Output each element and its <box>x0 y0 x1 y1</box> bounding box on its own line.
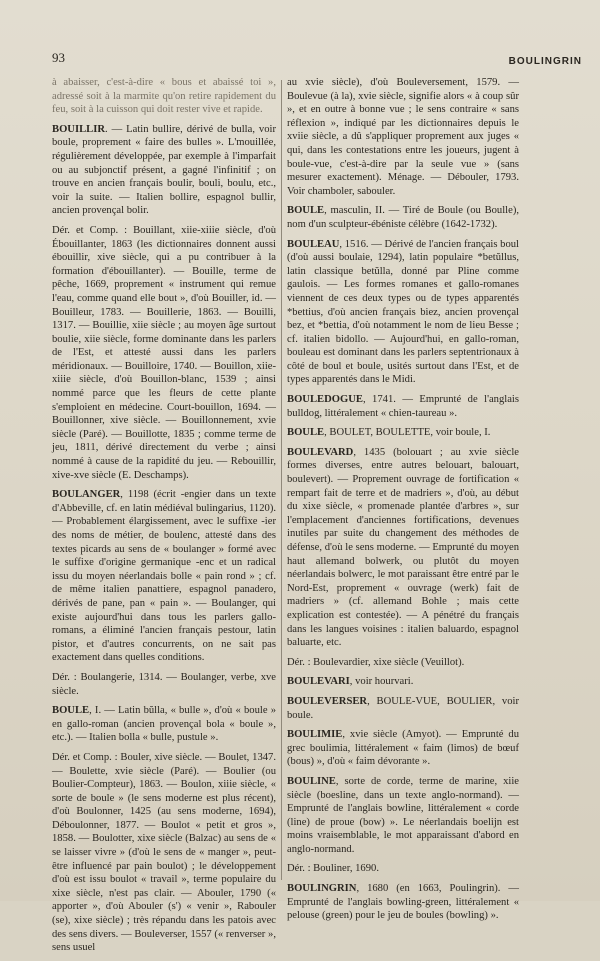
headword: BOULINE <box>287 775 336 787</box>
entry-paragraph: Dér. : Boulevardier, xixe siècle (Veuillot). <box>287 656 465 668</box>
entry-boulimie: BOULIMIE, xvie siècle (Amyot). — Emprunté du grec boulimia, littéralement « faim (limos) de bœuf (bous) », d'où « faim dévorante ». <box>287 729 519 768</box>
entry-bouledogue: BOULEDOGUE, 1741. — Emprunté de l'anglais bulldog, littéralement « chien-taureau ». <box>287 394 519 419</box>
entry-boulevard: BOULEVARD, 1435 (bolouart ; au xvie siècle formes diverses, entre autres belouart, balouart, boulevert). — Proprement ouvrage de fortification « rempart fait de terre et de madriers », d'où, au début du xixe siècle, « promenade plantée d'arbres », sur l'emplacement d'anciennes fortifications, devenues inutiles par suite du changement des méthodes de défense, d'où le sens moderne. — Emprunté du moyen haut allemand bolwerk, ou plutôt du moyen néerlandais bolwerc, le mot paraissant être entré par le Nord-Est, proprement « ouvrage (werk) fait de madriers » (cf. allemand Bohle ; mais cette explication est contestée). — A pénétré du français dans les langues voisines : italien baluardo, espagnol baluarte, etc. <box>287 446 519 649</box>
headword: BOULINGRIN <box>287 883 357 895</box>
entry-paragraph: Dér. et Comp. : Bouler, xive siècle. — Boulet, 1347. — Boulette, xvie siècle (Paré). — Boulier (ou Boulier-Compteur), 1863. — Boulon, xiiie siècle, « sorte de boule » (le sens moderne est plus récent), d'où Boulonner, 1425 (au sens moderne, 1694), Déboulonner, 1877. — Boulot « petit et gros », 1858. — Boulotter, xixe siècle (Balzac) au sens de « se laisser vivre » (d'où le sens de « manger », peut-être influencé par pain boulot) ; le développement d'où est issu boulot « travail », terme populaire du xixe siècle, n'est pas clair. — Abouler, 1790 (« apporter », d'où Abouler (s') « venir », Rabouler (se), xixe siècle) ; très répandu dans les patois avec des sens divers. — Bouleverser, 1557 (« renverser », sens usuel <box>52 751 276 954</box>
entry-paragraph: Dér. et Comp. : Bouillant, xiie-xiiie siècle, d'où Ébouillanter, 1863 (les dictionnaires donnent aussi ébouillir, xive siècle, qui a pu contribuer à la formation d'ébouillanter). — Bouille, terme de pêche, 1669, proprement « instrument qui remue l'eau, comme quand elle bout », d'où Bouiller, id. — Bouilleur, 1783. — Bouillerie, 1863. — Bouilli, 1317. — Bouillie, xiie siècle ; au moyen âge surtout boulie, xiie siècle, forme dominante dans les parlers de l'Est, et attesté aussi dans les parlers méridionaux. — Bouilloire, 1740. — Bouillon, xiie-xiiie siècle, d'où Bouillon-blanc, 1539 ; ainsi nommé parce que les fleurs de cette plante s'emploient en médecine. Court-bouillon, 1694. — Bouillonner, xive siècle. — Bouillonnement, xvie siècle (Paré). — Bouillotte, 1835 ; comme terme de jeu, 1811, dérivé directement du verbe ; ainsi nommé à cause de la rapidité du jeu. — Rebouillir, xive-xve siècle (E. Deschamps). <box>52 224 276 481</box>
entry-bouleverser: BOULEVERSER, BOULE-VUE, BOULIER, voir boule. <box>287 695 519 721</box>
headword: BOULE <box>52 705 90 717</box>
entry-boulingrin: BOULINGRIN, 1680 (en 1663, Poulingrin). — Emprunté de l'anglais bowling-green, littéralement « pelouse (green) pour le jeu de boules (bowling) ». <box>287 883 519 922</box>
entry-boule-boulet-boulette: BOULE, BOULET, BOULETTE, voir boule, I. <box>287 427 491 439</box>
headword: BOULANGER <box>52 489 121 501</box>
entry-boule-1: BOULE, I. — Latin bŭlla, « bulle », d'où « boule » en gallo-roman (ancien provençal bola « boule », etc.). — Italien bolla « bulle, pustule ». <box>52 705 276 744</box>
entry-paragraph: au xvie siècle), d'où Bouleversement, 1579. — Boulevue (à la), xvie siècle, signifie alors « à coup sûr », et en outre à bonne vue ; le sens contraire « sans réflexion », indiqué par les dictionnaires depuis le xviie siècle, a dû s'appliquer proprement aux juges « qui, dans les contestations entre les joueurs, jugent à boule-vue, c'est-à-dire par la seule vue » (sans mesurer exactement). Ménage. — Débouler, 1793. Voir chamboler, sabouler. <box>287 77 519 197</box>
headword: BOULIMIE <box>287 729 343 741</box>
column-divider <box>281 80 282 880</box>
headword: BOULE <box>287 205 325 217</box>
right-column <box>287 76 519 929</box>
headword: BOULEVARI <box>287 676 350 688</box>
headword: BOULEVERSER <box>287 695 368 707</box>
page-number: 93 <box>52 50 65 65</box>
entry-boule-2: BOULE, masculin, II. — Tiré de Boule (ou Boulle), nom d'un sculpteur-ébéniste célèbre (1642-1732). <box>287 205 519 230</box>
headword: BOULE <box>287 427 325 439</box>
running-head: BOULINGRIN <box>508 56 582 67</box>
headword: BOULEVARD <box>287 446 354 458</box>
entry-bouillir: BOUILLIR. — Latin bullire, dérivé de bulla, voir boule, proprement « faire des bulles ». L'mouillée, régulièrement développée, par exemple à l'imparfait ou au subjonctif présent, a gagné l'infinitif ; on trouve en ancien français boulir, bouli, boulu, etc., voir la suite. — Italien bollire, espagnol bullir, ancien provençal bolir. <box>52 123 276 217</box>
entry-paragraph: à abaisser, c'est-à-dire « bous et abaissé toi », adressé soit à la marmite qu'on retire rapidement du feu, soit à la cuisson qui doit rester vive et rapide. <box>52 77 276 116</box>
entry-bouline: BOULINE, sorte de corde, terme de marine, xiie siècle (boesline, dans un texte anglo-normand). — Emprunté de l'anglais bowline, littéralement « corde (line) de proue (bow) ». Le néerlandais boelijn est moins vraisemblable, le mot apparaissant d'abord en anglo-normand. <box>287 775 519 855</box>
entry-paragraph: Dér. : Boulangerie, 1314. — Boulanger, verbe, xve siècle. <box>52 671 276 697</box>
entry-boulevari: BOULEVARI, voir hourvari. <box>287 676 414 688</box>
headword: BOUILLIR <box>52 123 105 135</box>
headword: BOULEAU <box>287 238 340 250</box>
entry-paragraph: Dér. : Bouliner, 1690. <box>287 863 379 875</box>
left-column <box>52 76 276 961</box>
entry-bouleau: BOULEAU, 1516. — Dérivé de l'ancien français boul (d'où aussi boulaie, 1294), latin populaire *betŭllus, latin classique betŭlla, donné par Pline comme gaulois. — Les formes romanes et gallo-romanes viennent de ces deux types ou de types apparentés *bettius, d'où ancien français biez, ancien provençal bez, et *bettia, d'où notamment le nom de lieu Besse ; cf. italien bidollo. — Aujourd'hui, en gallo-roman, bouleau est dominant dans les parlers septentrionaux à côté de boul et boule, usités surtout dans l'Est, et de types apparentés dans le Midi. <box>287 238 519 386</box>
headword: BOULEDOGUE <box>287 394 363 406</box>
entry-boulanger: BOULANGER, 1198 (écrit -engier dans un texte d'Abbeville, cf. en latin médiéval bulingarius, 1120). — Probablement élargissement, avec le suffixe -ier des noms de métier, de boulenc, attesté dans des textes picards au sens de « boulanger » formé avec le suffixe d'origine germanique -enc et un radical issu du moyen néerlandais bolle « pain rond » ; cf. de même italien panattiere, espagnol panadero, dérivés de pane, pan « pain ». — Boulanger, qui existe aujourd'hui dans tous les parlers gallo-romans, a éliminé l'ancien français pestour, latin pistor, et d'autres concurrents, on ne sait pas exactement dans quelles conditions. <box>52 489 276 664</box>
